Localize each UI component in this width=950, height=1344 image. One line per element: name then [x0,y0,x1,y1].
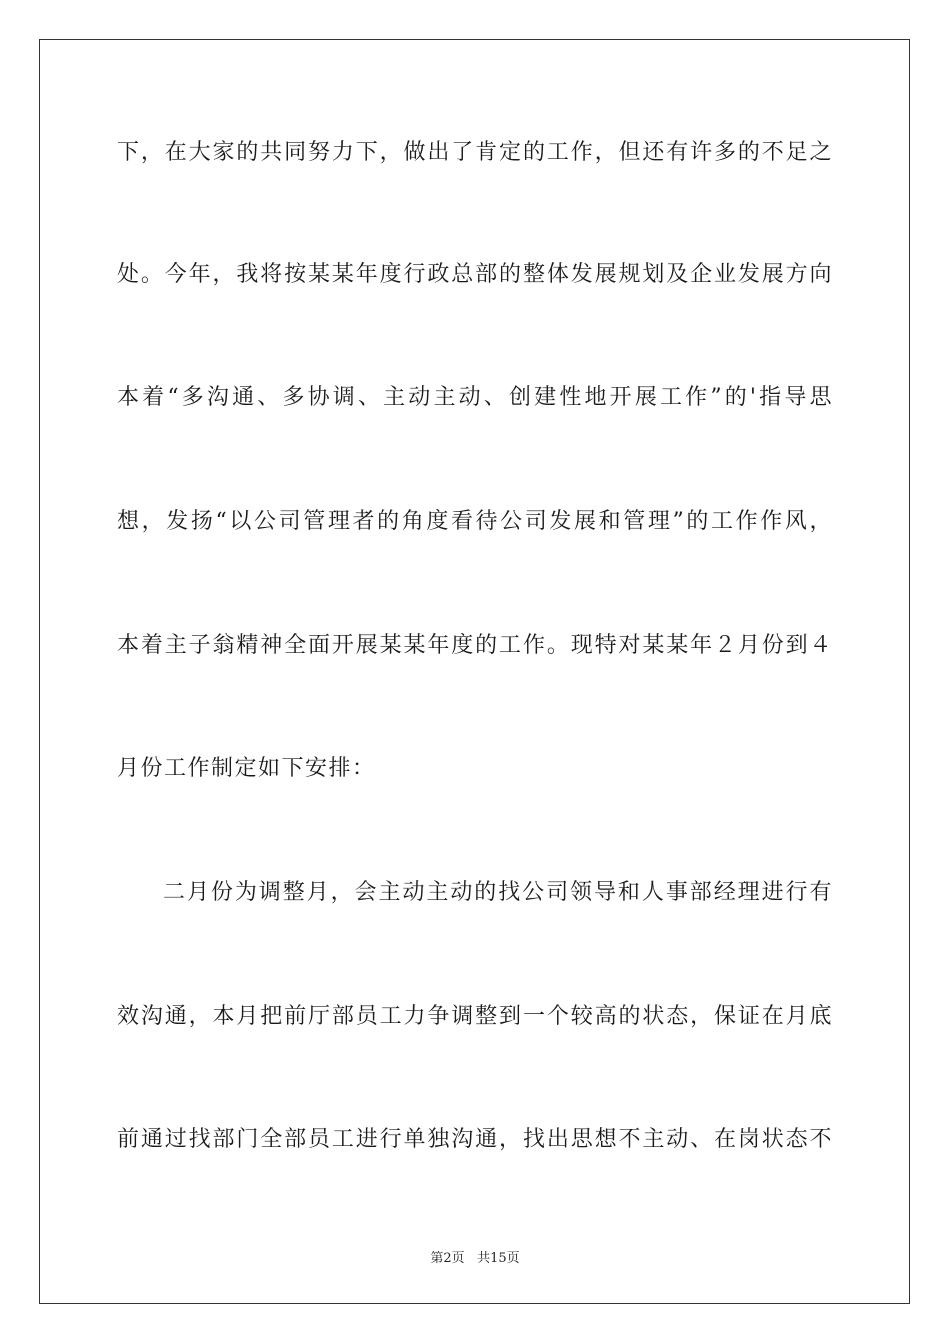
text-line: 下，在大家的共同努力下，做出了肯定的工作，但还有许多的不足之 [117,140,833,165]
text-line: 效沟通，本月把前厅部员工力争调整到一个较高的状态，保证在月底 [117,1004,833,1029]
text-line: 本着“多沟通、多协调、主动主动、创建性地开展工作”的'指导思 [117,385,833,410]
text-line: 想，发扬“以公司管理者的角度看待公司发展和管理”的工作作风， [117,509,833,534]
page-number: 第2页 [430,1251,465,1266]
page-total: 共15页 [477,1251,520,1266]
document-body [117,0,833,1344]
text-line: 月份工作制定如下安排： [117,756,376,781]
text-line: 前通过找部门全部员工进行单独沟通，找出思想不主动、在岗状态不 [117,1127,833,1152]
paragraph-first-line: 二月份为调整月，会主动主动的找公司领导和人事部经理进行有 [163,880,833,905]
text-line: 本着主子翁精神全面开展某某年度的工作。现特对某某年２月份到４ [117,633,833,658]
page-footer [0,1247,950,1266]
text-line: 处。今年，我将按某某年度行政总部的整体发展规划及企业发展方向 [117,262,833,287]
